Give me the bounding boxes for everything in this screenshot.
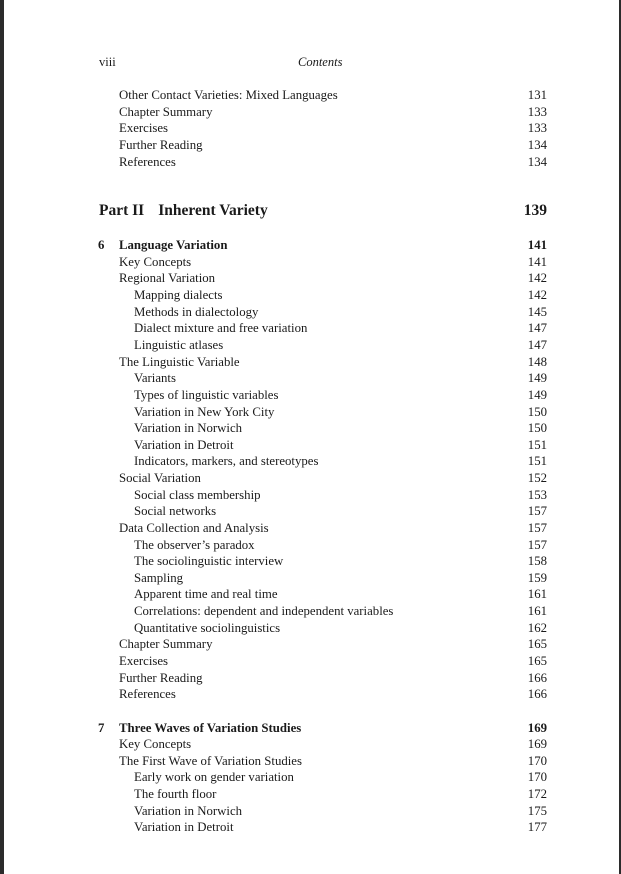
toc-page-number: 175 [527, 804, 547, 818]
toc-page-number: 141 [527, 238, 547, 252]
toc-page-number: 166 [527, 687, 547, 701]
toc-section [4, 87, 619, 104]
toc-entry-title: Further Reading [119, 671, 203, 685]
toc-section [4, 137, 619, 154]
toc-entry-title: Further Reading [119, 138, 203, 152]
toc-subsection [4, 453, 619, 470]
toc-section [4, 154, 619, 171]
toc-entry-title: Early work on gender variation [134, 770, 294, 784]
toc-page-number: 134 [527, 138, 547, 152]
toc-entry-title: Linguistic atlases [134, 338, 224, 352]
toc-entry-title: The fourth floor [134, 787, 217, 801]
toc-subsection [4, 337, 619, 354]
toc-page-number: 170 [527, 754, 547, 768]
toc-section [4, 670, 619, 687]
toc-entry-title: Key Concepts [119, 737, 192, 751]
toc-page-number: 152 [527, 471, 547, 485]
toc-entry-title: Exercises [119, 654, 169, 668]
toc-page-number: 147 [527, 321, 547, 335]
toc-page-number: 165 [527, 654, 547, 668]
toc-page-number: 157 [527, 504, 547, 518]
toc-page-number: 141 [527, 255, 547, 269]
toc-page-number: 151 [527, 438, 547, 452]
toc-subsection [4, 803, 619, 820]
toc-entry-title: Quantitative sociolinguistics [134, 621, 281, 635]
toc-page-number: 134 [527, 155, 547, 169]
toc-subsection [4, 603, 619, 620]
toc-section [4, 120, 619, 137]
toc-entry-title: Chapter Summary [119, 105, 213, 119]
chapter-number: 7 [98, 721, 105, 735]
toc-entry-title [99, 201, 268, 221]
toc-entry-title: Key Concepts [119, 255, 192, 269]
toc-section [4, 104, 619, 121]
chapter-number: 6 [98, 238, 105, 252]
toc-entry-title: The First Wave of Variation Studies [119, 754, 302, 768]
toc-page-number: 177 [527, 820, 547, 834]
toc-entry-title: Other Contact Varieties: Mixed Languages [119, 88, 338, 102]
toc-section [4, 270, 619, 287]
toc-section [4, 520, 619, 537]
toc-section [4, 636, 619, 653]
toc-entry-title: Sampling [134, 571, 184, 585]
toc-page-number: 145 [527, 305, 547, 319]
toc-page-number: 170 [527, 770, 547, 784]
toc-section [4, 686, 619, 703]
toc-page-number: 157 [527, 521, 547, 535]
toc-chapter [4, 237, 619, 254]
toc-page-number: 162 [527, 621, 547, 635]
toc-subsection [4, 437, 619, 454]
toc-entry-title: Exercises [119, 121, 169, 135]
toc-entry-title: Social Variation [119, 471, 201, 485]
toc-page-number: 166 [527, 671, 547, 685]
toc-entry-title: The observer’s paradox [134, 538, 255, 552]
toc-page-number: 142 [527, 288, 547, 302]
toc-entry-title: Methods in dialectology [134, 305, 259, 319]
toc-page-number: 151 [527, 454, 547, 468]
toc-page-number: 158 [527, 554, 547, 568]
toc-page-number: 147 [527, 338, 547, 352]
toc-page-number: 159 [527, 571, 547, 585]
toc-page-number: 169 [527, 721, 547, 735]
toc-entry-title: Social class membership [134, 488, 261, 502]
toc-entry-title: Mapping dialects [134, 288, 223, 302]
toc-section [4, 254, 619, 271]
toc-entry-title: Indicators, markers, and stereotypes [134, 454, 319, 468]
toc-chapter [4, 720, 619, 737]
toc-section [4, 753, 619, 770]
toc-section [4, 653, 619, 670]
toc-entry-title: The Linguistic Variable [119, 355, 240, 369]
toc-entry-title: Language Variation [119, 238, 228, 252]
toc-entry-title: References [119, 155, 176, 169]
toc-entry-title: Social networks [134, 504, 217, 518]
toc-entry-title: The sociolinguistic interview [134, 554, 284, 568]
toc-page-number: 169 [527, 737, 547, 751]
toc-entry-title: Apparent time and real time [134, 587, 278, 601]
toc-subsection [4, 586, 619, 603]
page-folio: viii [99, 55, 116, 69]
toc-subsection [4, 420, 619, 437]
toc-entry-title: Types of linguistic variables [134, 388, 279, 402]
toc-page-number: 153 [527, 488, 547, 502]
toc-entry-title: Three Waves of Variation Studies [119, 721, 302, 735]
toc-page-number: 161 [527, 587, 547, 601]
toc-page-number: 161 [527, 604, 547, 618]
toc-page-number: 149 [527, 371, 547, 385]
toc-page-number: 148 [527, 355, 547, 369]
page-header [4, 55, 619, 71]
toc-page-number: 150 [527, 421, 547, 435]
toc-subsection [4, 503, 619, 520]
toc-subsection [4, 370, 619, 387]
toc-page-number: 142 [527, 271, 547, 285]
toc-subsection [4, 304, 619, 321]
toc-entry-title: Data Collection and Analysis [119, 521, 269, 535]
toc-entry-title: Variation in Detroit [134, 820, 234, 834]
running-title: Contents [298, 55, 343, 69]
toc-subsection [4, 769, 619, 786]
toc-subsection [4, 320, 619, 337]
toc-entry-title: Variation in Detroit [134, 438, 234, 452]
toc-entry-title: Regional Variation [119, 271, 216, 285]
toc-entry-title: Variants [134, 371, 176, 385]
toc-subsection [4, 553, 619, 570]
toc-subsection [4, 387, 619, 404]
toc-subsection [4, 537, 619, 554]
toc-entry-title: References [119, 687, 176, 701]
toc-subsection [4, 786, 619, 803]
toc-subsection [4, 819, 619, 836]
toc-page-number: 150 [527, 405, 547, 419]
toc-entry-title: Correlations: dependent and independent variables [134, 604, 394, 618]
toc-subsection [4, 620, 619, 637]
part-number: Part II [99, 202, 145, 219]
toc-section [4, 470, 619, 487]
toc-entry-title: Variation in Norwich [134, 804, 243, 818]
toc-section [4, 354, 619, 371]
toc-subsection [4, 487, 619, 504]
toc-subsection [4, 287, 619, 304]
toc-subsection [4, 404, 619, 421]
document-page [4, 0, 619, 874]
toc-page-number: 133 [527, 121, 547, 135]
toc-entry-title: Variation in Norwich [134, 421, 243, 435]
toc-entry-title: Variation in New York City [134, 405, 275, 419]
toc-page-number: 157 [527, 538, 547, 552]
toc-subsection [4, 570, 619, 587]
part-title: Inherent Variety [158, 202, 268, 219]
toc-section [4, 736, 619, 753]
toc-page-number: 133 [527, 105, 547, 119]
toc-page-number: 131 [527, 88, 547, 102]
toc-page-number: 149 [527, 388, 547, 402]
toc-entry-title: Dialect mixture and free variation [134, 321, 308, 335]
toc-part [4, 201, 619, 221]
toc-page-number: 139 [523, 202, 547, 219]
toc-page-number: 165 [527, 637, 547, 651]
toc-page-number: 172 [527, 787, 547, 801]
toc-entry-title: Chapter Summary [119, 637, 213, 651]
